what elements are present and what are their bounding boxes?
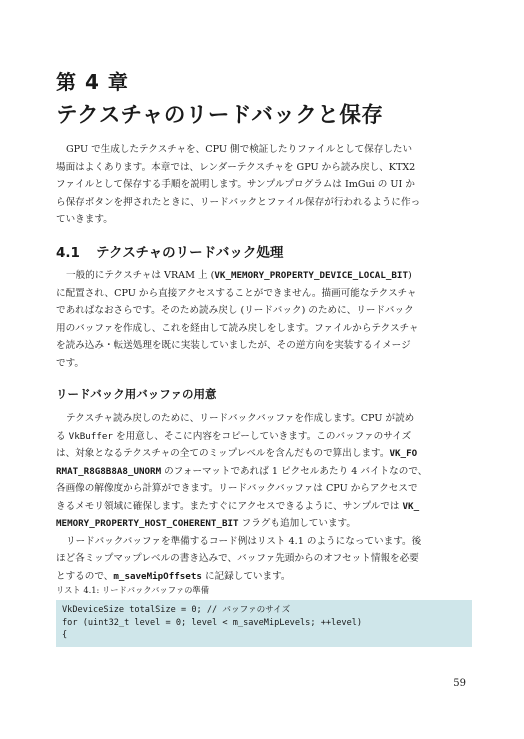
code-listing (56, 600, 472, 647)
code-line: { (62, 630, 68, 640)
subsection-line (56, 445, 464, 463)
text-run: に記録しています。 (201, 570, 291, 582)
chapter-number: 第 4 章 (56, 70, 129, 94)
text-run: る (56, 430, 69, 442)
code-constant: MEMORY_PROPERTY_HOST_COHERENT_BIT (56, 518, 239, 529)
section-line: に配置され、CPU から直接アクセスすることができません。描画可能なテクスチャ (56, 287, 417, 299)
code-line: VkDeviceSize totalSize = 0; // バッファのサイズ (62, 605, 291, 615)
subsection-line (56, 463, 464, 481)
section-line: であればなおさらです。そのため読み戻し (リードバック) のために、リードバック (56, 305, 414, 316)
subsection-line (56, 515, 464, 533)
section-line: 用のバッファを作成し、これを経由して読み戻しをします。ファイルからテクスチャ (56, 322, 419, 334)
text-run: を用意し、そこに内容をコピーしていきます。このバッファのサイズ (112, 430, 412, 442)
section-line (56, 267, 464, 285)
text-run: のフォーマットであれば 1 ピクセルあたり 4 バイトなので、 (161, 465, 428, 477)
section-number: 4.1 (56, 245, 80, 261)
subsection-line (56, 428, 464, 446)
code-variable: m_saveMipOffsets (113, 570, 202, 582)
intro-line: GPU で生成したテクスチャを、CPU 側で検証したりファイルとして保存したい (66, 144, 413, 155)
subsection-line: ほど各ミップマップレベルの書き込みで、バッファ先頭からのオフセット情報を必要 (56, 553, 419, 564)
section-title: テクスチャのリードバック処理 (96, 245, 284, 261)
text-run: きるメモリ領域に確保します。またすぐにアクセスできるように、サンプルでは (56, 500, 403, 512)
code-type: VkBuffer (68, 430, 113, 442)
subsection-title: リードバック用バッファの用意 (56, 387, 217, 401)
intro-line: ファイルとして保存する手順を説明します。サンプルプログラムは ImGui の UI か (56, 179, 415, 190)
subsection-line (56, 498, 464, 516)
intro-paragraph (56, 141, 464, 229)
section-heading (56, 241, 283, 261)
section-line: です。 (56, 357, 85, 369)
intro-line: ら保存ボタンを押されたときに、リードバックとファイル保存が行われるように作っ (56, 196, 421, 208)
code-constant: RMAT_R8G8B8A8_UNORM (56, 465, 162, 477)
text-run: ) (407, 270, 412, 281)
section-line: を読み込み・転送処理を既に実装していましたが、その逆方向を実装するイメージ (56, 340, 411, 351)
code-constant: VK_MEMORY_PROPERTY_DEVICE_LOCAL_BIT (214, 270, 408, 281)
code-constant: VK_FO (389, 448, 418, 459)
subsection-line: 各画像の解像度から計算ができます。リードバックバッファは CPU からアクセスで (56, 483, 418, 494)
text-run: とするので、 (56, 570, 114, 582)
text-run: フラグも追加しています。 (238, 518, 356, 529)
subsection-paragraph (56, 410, 464, 585)
text-run: は、対象となるテクスチャの全てのミップレベルを含んだもので算出します。 (56, 448, 390, 459)
subsection-line: テクスチャ読み戻しのために、リードバックバッファを作成します。CPU が読め (66, 413, 415, 424)
page-number: 59 (453, 678, 466, 689)
subsection-line (56, 568, 464, 586)
section-paragraph (56, 267, 464, 372)
chapter-title: テクスチャのリードバックと保存 (56, 103, 384, 128)
text-run: 一般的にテクスチャは VRAM 上 ( (66, 270, 215, 281)
listing-caption: リスト 4.1: リードバックバッファの準備 (56, 585, 210, 595)
intro-line: 場面はよくあります。本章では、レンダーテクスチャを GPU から読み戻し、KTX2 (56, 161, 416, 173)
subsection-line: リードバックバッファを準備するコード例はリスト 4.1 のようになっています。後 (66, 535, 422, 547)
intro-line: ていきます。 (56, 214, 113, 225)
code-line: for (uint32_t level = 0; level < m_saveMipLevels; ++level) (62, 617, 363, 628)
code-constant: VK_ (402, 500, 420, 512)
